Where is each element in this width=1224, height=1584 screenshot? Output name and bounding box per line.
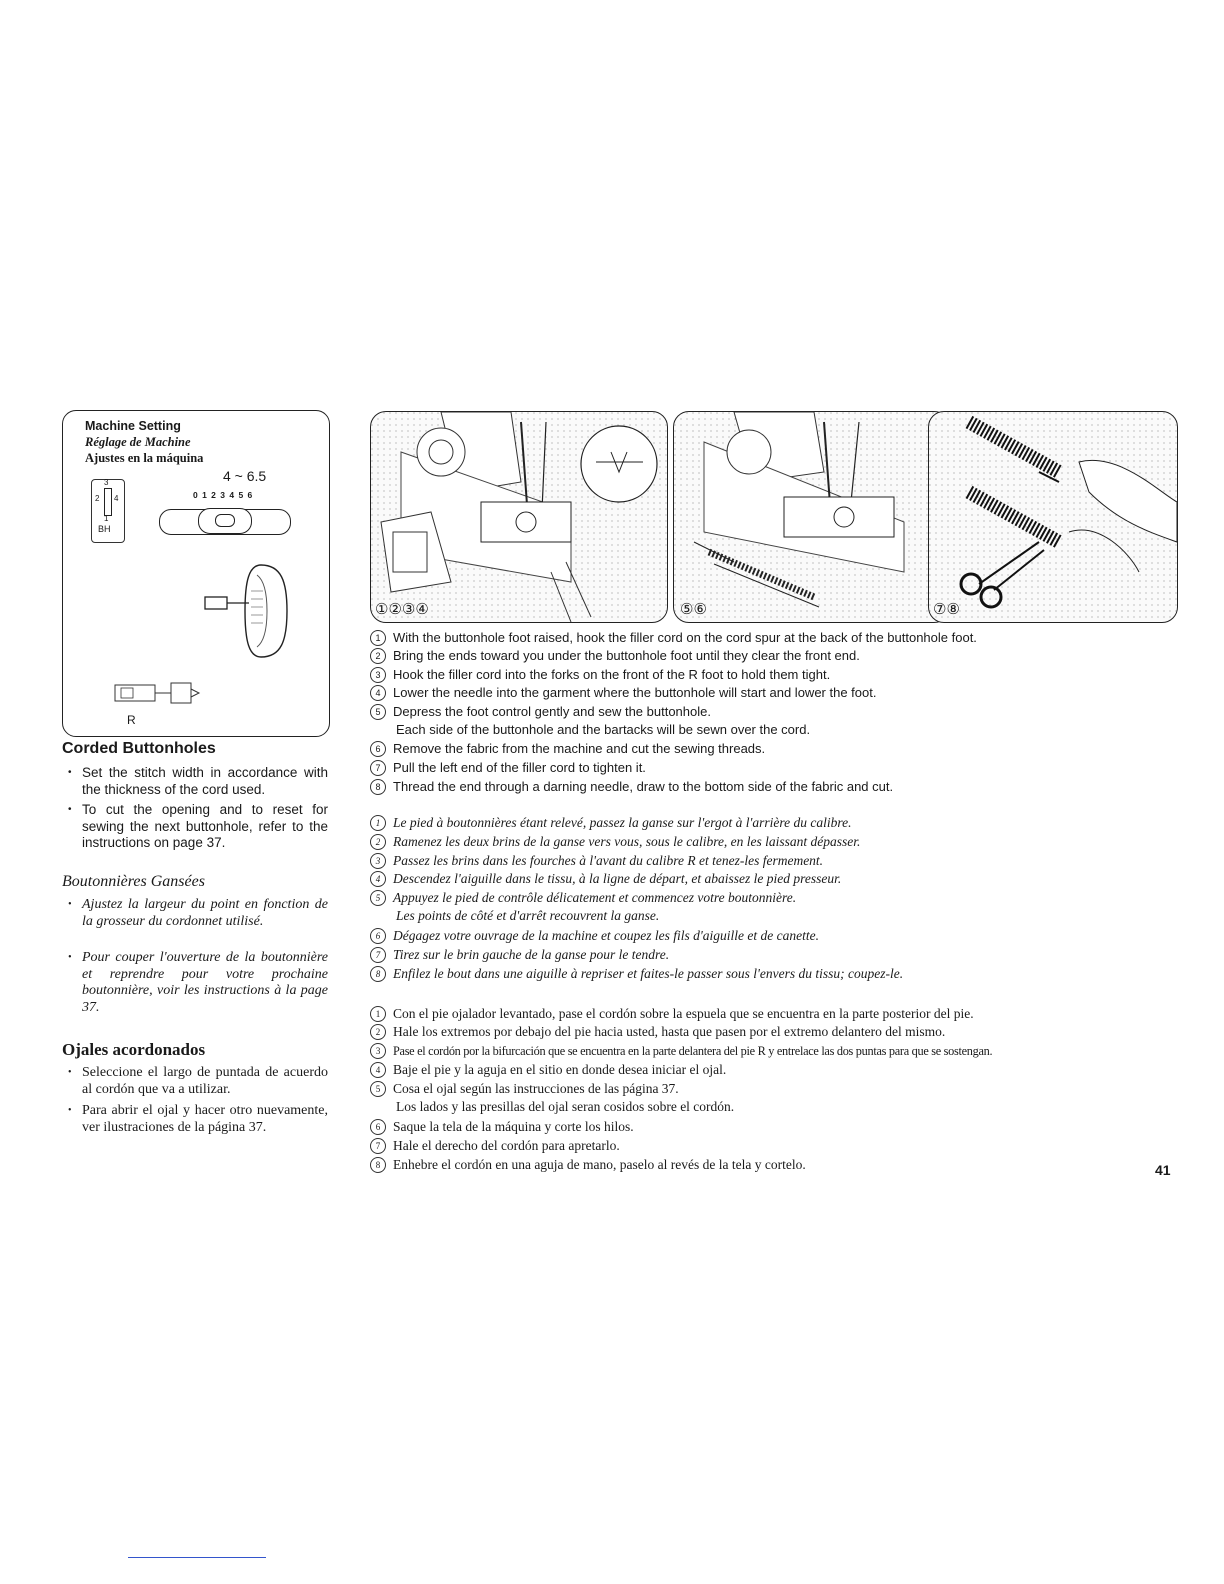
machine-setting-title-en: Machine Setting xyxy=(85,419,181,433)
step-number-icon: 4 xyxy=(370,871,386,887)
width-slider-knob xyxy=(198,508,252,534)
step-text: Hook the filler cord into the forks on the front of the R foot to hold them tight. xyxy=(393,667,831,682)
bullet-en-2: • To cut the opening and to reset for sewing the next buttonhole, refer to the instructions on page 37. xyxy=(82,802,328,852)
step-number-icon: 4 xyxy=(370,685,386,701)
step-es-2 xyxy=(370,1023,945,1041)
dial-number: 1 xyxy=(104,514,109,523)
step-text: Con el pie ojalador levantado, pase el cordón sobre la espuela que se encuentra en la parte posterior del pie. xyxy=(393,1006,974,1021)
step-fr-7 xyxy=(370,946,669,964)
dial-number: 4 xyxy=(114,494,119,503)
section-title-en: Corded Buttonholes xyxy=(62,740,216,757)
figure-label-1: ①②③④ xyxy=(375,601,429,618)
step-fr-6 xyxy=(370,927,819,945)
pattern-label: BH xyxy=(98,524,111,534)
step-number-icon: 2 xyxy=(370,834,386,850)
step-en-4 xyxy=(370,684,876,702)
buttonhole-sewing-illustration xyxy=(674,412,949,622)
step-number-icon: 1 xyxy=(370,630,386,646)
step-number-icon: 7 xyxy=(370,947,386,963)
step-text: Baje el pie y la aguja en el sitio en donde desea iniciar el ojal. xyxy=(393,1062,727,1077)
step-text: Remove the fabric from the machine and cut the sewing threads. xyxy=(393,741,766,756)
step-number-icon: 7 xyxy=(370,1138,386,1154)
step-es-8 xyxy=(370,1156,806,1174)
step-text: Thread the end through a darning needle, draw to the bottom side of the fabric and cut. xyxy=(393,779,894,794)
step-number-icon: 5 xyxy=(370,704,386,720)
step-es-1 xyxy=(370,1005,974,1023)
step-text: Enfilez le bout dans une aiguille à repriser et faites-le passer sous l'envers du tissu; coupez-le. xyxy=(393,966,904,981)
dial-number: 3 xyxy=(104,478,109,487)
step-number-icon: 8 xyxy=(370,779,386,795)
step-number-icon: 5 xyxy=(370,890,386,906)
step-en-5 xyxy=(370,703,711,721)
sewing-machine-foot-illustration xyxy=(371,412,667,622)
step-text: Saque la tela de la máquina y corte los hilos. xyxy=(393,1119,634,1134)
step-text: Pull the left end of the filler cord to tighten it. xyxy=(393,760,646,775)
step-es-5-continuation: Los lados y las presillas del ojal seran cosidos sobre el cordón. xyxy=(396,1099,735,1114)
step-number-icon: 3 xyxy=(370,1043,386,1059)
step-number-icon: 1 xyxy=(370,1006,386,1022)
step-text: Bring the ends toward you under the buttonhole foot until they clear the front end. xyxy=(393,648,860,663)
step-text: Ramenez les deux brins de la ganse vers vous, sous le calibre, en les laissant dépasser. xyxy=(393,834,861,849)
page-number: 41 xyxy=(1155,1162,1171,1178)
stitch-width-value: 4 ~ 6.5 xyxy=(223,468,267,484)
bullet-fr-2: • Pour couper l'ouverture de la boutonnière et reprendre pour votre prochaine boutonnière, voir les instructions à la page 37. xyxy=(82,950,328,1016)
step-en-8 xyxy=(370,778,893,796)
step-number-icon: 3 xyxy=(370,853,386,869)
step-es-3 xyxy=(370,1042,992,1060)
step-en-1 xyxy=(370,629,977,647)
knob-window xyxy=(215,514,235,527)
step-en-2 xyxy=(370,647,860,665)
figure-steps-5-6 xyxy=(673,411,950,623)
machine-setting-title-fr: Réglage de Machine xyxy=(85,435,191,449)
step-text: Depress the foot control gently and sew the buttonhole. xyxy=(393,704,711,719)
dial-number: 2 xyxy=(95,494,100,503)
machine-setting-box xyxy=(62,410,330,737)
width-slider xyxy=(159,509,291,535)
step-number-icon: 6 xyxy=(370,741,386,757)
step-fr-1 xyxy=(370,814,851,832)
step-fr-4 xyxy=(370,870,841,888)
step-en-7 xyxy=(370,759,646,777)
bullet-en-1: • Set the stitch width in accordance with the thickness of the cord used. xyxy=(82,765,328,798)
section-title-fr: Boutonnières Gansées xyxy=(62,873,205,890)
step-number-icon: 5 xyxy=(370,1081,386,1097)
step-number-icon: 6 xyxy=(370,1119,386,1135)
step-en-5-continuation: Each side of the buttonhole and the bartacks will be sewn over the cord. xyxy=(396,722,811,737)
bullet-es-1: • Seleccione el largo de puntada de acuerdo al cordón que va a utilizar. xyxy=(82,1065,328,1098)
step-number-icon: 4 xyxy=(370,1062,386,1078)
step-number-icon: 8 xyxy=(370,1157,386,1173)
step-text: Tirez sur le brin gauche de la ganse pour le tendre. xyxy=(393,947,670,962)
step-text: Cosa el ojal según las instrucciones de las página 37. xyxy=(393,1081,679,1096)
step-number-icon: 3 xyxy=(370,667,386,683)
step-number-icon: 7 xyxy=(370,760,386,776)
cord-pull-and-cut-illustration xyxy=(929,412,1177,622)
step-text: Dégagez votre ouvrage de la machine et coupez les fils d'aiguille et de canette. xyxy=(393,928,820,943)
step-text: Pase el cordón por la bifurcación que se encuentra en la parte delantera del pie R y entrelace las dos puntas para que se sostengan. xyxy=(393,1044,993,1058)
step-en-3 xyxy=(370,666,830,684)
step-text: With the buttonhole foot raised, hook the filler cord on the cord spur at the back of the buttonhole foot. xyxy=(393,630,977,645)
tension-dial-icon xyxy=(201,561,291,661)
step-text: Appuyez le pied de contrôle délicatement et commencez votre boutonnière. xyxy=(393,890,797,905)
bullet-es-2: • Para abrir el ojal y hacer otro nuevamente, ver ilustraciones de la página 37. xyxy=(82,1103,328,1136)
pattern-indicator-icon xyxy=(104,488,112,516)
step-fr-5-continuation: Les points de côté et d'arrêt recouvrent la ganse. xyxy=(396,908,660,923)
step-text: Hale los extremos por debajo del pie hacia usted, hasta que pasen por el extremo delantero del mismo. xyxy=(393,1024,946,1039)
step-es-5 xyxy=(370,1080,679,1098)
step-es-6 xyxy=(370,1118,634,1136)
step-text: Passez les brins dans les fourches à l'avant du calibre R et tenez-les fermement. xyxy=(393,853,824,868)
figure-steps-1-4 xyxy=(370,411,668,623)
step-number-icon: 2 xyxy=(370,648,386,664)
step-fr-8 xyxy=(370,965,903,983)
step-text: Lower the needle into the garment where the buttonhole will start and lower the foot. xyxy=(393,685,877,700)
pattern-dial xyxy=(91,479,125,543)
step-text: Enhebre el cordón en una aguja de mano, paselo al revés de la tela y cortelo. xyxy=(393,1157,806,1172)
step-text: Hale el derecho del cordón para apretarlo. xyxy=(393,1138,620,1153)
step-number-icon: 2 xyxy=(370,1024,386,1040)
step-en-6 xyxy=(370,740,765,758)
step-text: Le pied à boutonnières étant relevé, passez la ganse sur l'ergot à l'arrière du calibre. xyxy=(393,815,852,830)
foot-label: R xyxy=(127,713,136,727)
figure-label-2: ⑤⑥ xyxy=(680,601,707,618)
step-fr-5 xyxy=(370,889,796,907)
step-fr-3 xyxy=(370,852,823,870)
section-title-es: Ojales acordonados xyxy=(62,1040,206,1059)
step-es-7 xyxy=(370,1137,620,1155)
step-number-icon: 8 xyxy=(370,966,386,982)
figure-label-3: ⑦⑧ xyxy=(933,601,960,618)
bullet-fr-1: • Ajustez la largeur du point en fonction de la grosseur du cordonnet utilisé. xyxy=(82,897,328,930)
step-number-icon: 1 xyxy=(370,815,386,831)
figure-steps-7-8 xyxy=(928,411,1178,623)
step-fr-2 xyxy=(370,833,860,851)
machine-setting-title-es: Ajustes en la máquina xyxy=(85,451,204,465)
footer-divider xyxy=(128,1557,266,1558)
step-number-icon: 6 xyxy=(370,928,386,944)
step-text: Descendez l'aiguille dans le tissu, à la ligne de départ, et abaissez le pied presseur. xyxy=(393,871,842,886)
width-scale: 0 1 2 3 4 5 6 xyxy=(193,490,254,500)
presser-foot-r-icon xyxy=(113,679,213,709)
step-es-4 xyxy=(370,1061,726,1079)
